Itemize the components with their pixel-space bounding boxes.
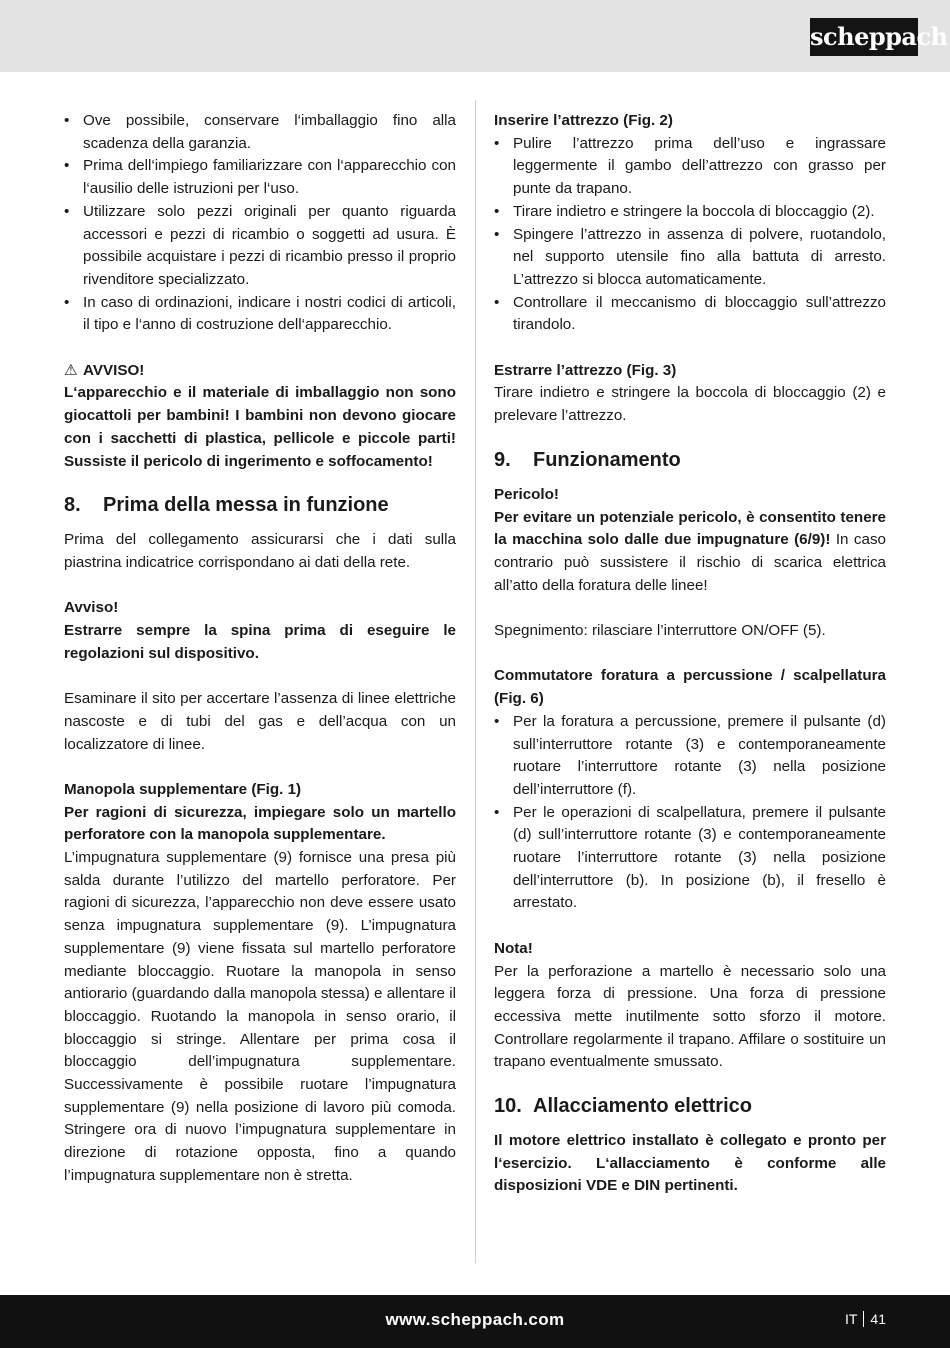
notice-text: Estrarre sempre la spina prima di eseguire le regolazioni sul dispositivo.	[64, 622, 456, 662]
page-number-value: 41	[870, 1311, 886, 1327]
paragraph: Esaminare il sito per accertare l’assenza di linee elettriche nascoste e di tubi del gas e dell’acqua con un localizzatore di linee.	[64, 690, 456, 753]
paragraph: Spegnimento: rilasciare l’interruttore ON/OFF (5).	[494, 622, 826, 640]
list-item: • Pulire l’attrezzo prima dell’uso e ingrassare leggermente il gambo dell’attrezzo con grasso per punte da trapano.	[494, 133, 886, 201]
section-title: Funzionamento	[533, 448, 681, 471]
list-item: • Per la foratura a percussione, premere il pulsante (d) sull’interruttore rotante (3) e contemporaneamente ruotare l’interruttore rotante (3) nella posizione dell’interruttore (f).	[494, 711, 886, 802]
list-item: • Utilizzare solo pezzi originali per quanto riguarda accessori e pezzi di ricambio o soggetti ad usura. È possibile acquistare i pezzi di ricambio presso il proprio rivenditore specializzato.	[64, 201, 456, 292]
list-item: • Spingere l’attrezzo in assenza di polvere, ruotandolo, nel supporto utensile fino alla battuta di arresto. L’attrezzo si blocca automaticamente.	[494, 224, 886, 292]
list-item: • Per le operazioni di scalpellatura, premere il pulsante (d) sull’interruttore rotante (3) e contemporaneamente ruotare l’interruttore rotante (3) nella posizione dell’interruttore (b). In posizione (b), il fresello è arrestato.	[494, 802, 886, 916]
danger-title: Pericolo!	[494, 485, 559, 503]
paragraph: Prima del collegamento assicurarsi che i dati sulla piastrina indicatrice corrispondano ai dati della rete.	[64, 531, 456, 571]
list-item: • Ove possibile, conservare l‘imballaggio fino alla scadenza della garanzia.	[64, 110, 456, 155]
page-header	[0, 0, 950, 72]
list-item: • In caso di ordinazioni, indicare i nostri codici di articoli, il tipo e l‘anno di costruzione dell‘apparecchio.	[64, 292, 456, 337]
section-8-heading	[64, 493, 456, 517]
handle-warning: Per ragioni di sicurezza, impiegare solo un martello perforatore con la manopola supplementare.	[64, 803, 456, 844]
section-number: 10.	[494, 1095, 522, 1118]
warning-text: L‘apparecchio e il materiale di imballaggio non sono giocattoli per bambini! I bambini non devono giocare con i sacchetti di plastica, pellicole e piccole parti! Sussiste il pericolo di ingerimento e soffocamento!	[64, 384, 456, 470]
section-9-heading	[494, 448, 886, 472]
subheading-switch: Commutatore foratura a percussione / scalpellatura (Fig. 6)	[494, 667, 886, 708]
paragraph: Per la perforazione a martello è necessario solo una leggera forza di pressione. Una forza di pressione eccessiva mette inutilmente sotto sforzo il motore. Controllare regolarmente il trapano. Affilare o sostituire un trapano eventualmente smussato.	[494, 962, 886, 1071]
list-item: • Controllare il meccanismo di bloccaggio sull’attrezzo tirandolo.	[494, 292, 886, 337]
language-code: IT	[844, 1311, 858, 1327]
insert-bullets	[494, 133, 886, 337]
website-link[interactable]: www.scheppach.com	[385, 1310, 565, 1329]
electric-paragraph: Il motore elettrico installato è collegato e pronto per l‘esercizio. L‘allacciamento è conforme alle disposizioni VDE e DIN pertinenti.	[494, 1132, 886, 1195]
subheading-handle: Manopola supplementare (Fig. 1)	[64, 780, 302, 798]
section-10-heading	[494, 1094, 886, 1118]
column-divider	[475, 100, 476, 1263]
page-number	[845, 1311, 886, 1327]
list-item: • Prima dell‘impiego familiarizzare con l‘apparecchio con l‘ausilio delle istruzioni per l‘uso.	[64, 155, 456, 200]
right-column	[494, 110, 886, 1198]
subheading-insert: Inserire l’attrezzo (Fig. 2)	[494, 112, 673, 129]
danger-bold: Per evitare un potenziale pericolo, è consentito tenere la macchina solo dalle due impugnature (6/9)!	[494, 508, 886, 549]
list-item: • Tirare indietro e stringere la boccola di bloccaggio (2).	[494, 201, 886, 224]
section-title: Allacciamento elettrico	[533, 1095, 752, 1118]
danger-text: In caso contrario può sussistere il rischio di scarica elettrica all’atto della foratura delle linee!	[494, 531, 886, 594]
section-number: 8.	[64, 494, 81, 517]
warning-title: AVVISO!	[83, 361, 145, 379]
scheppach-logo: scheppach	[810, 18, 918, 56]
footer-separator	[863, 1311, 864, 1327]
handle-paragraph: L’impugnatura supplementare (9) fornisce una presa più salda durante l’utilizzo del martello perforatore. Per ragioni di sicurezza, l’apparecchio non deve essere usato senza impugnatura supplementare (9). L’impugnatura supplementare (9) viene fissata sul martello perforatore mediante bloccaggio. Ruotare la manopola in senso antiorario (guardando dalla manopola stessa) e allentare il bloccaggio. Ruotando la manopola in senso orario, il bloccaggio si stringe. Allentare per prima cosa il bloccaggio dell’impugnatura supplementare. Successivamente è possibile ruotare l’impugnatura supplementare (9) nella posizione di lavoro più comoda. Stringere ora di nuovo l’impugnatura supplementare in direzione di rotazione opposta, fino a quando l’impugnatura supplementare non è stretta.	[64, 849, 456, 1184]
warning-triangle-icon: ⚠	[64, 361, 78, 379]
section-title: Prima della messa in funzione	[103, 494, 389, 517]
note-title: Nota!	[494, 939, 533, 957]
danger-paragraph	[494, 507, 886, 598]
paragraph: Tirare indietro e stringere la boccola di bloccaggio (2) e prelevare l’attrezzo.	[494, 384, 886, 425]
left-column	[64, 110, 456, 1188]
warning-heading	[64, 360, 456, 383]
switch-bullets	[494, 711, 886, 915]
general-bullets	[64, 110, 456, 337]
section-number: 9.	[494, 448, 511, 471]
subheading-extract: Estrarre l’attrezzo (Fig. 3)	[494, 361, 677, 379]
notice-title: Avviso!	[64, 599, 119, 617]
page-footer	[0, 1295, 950, 1348]
